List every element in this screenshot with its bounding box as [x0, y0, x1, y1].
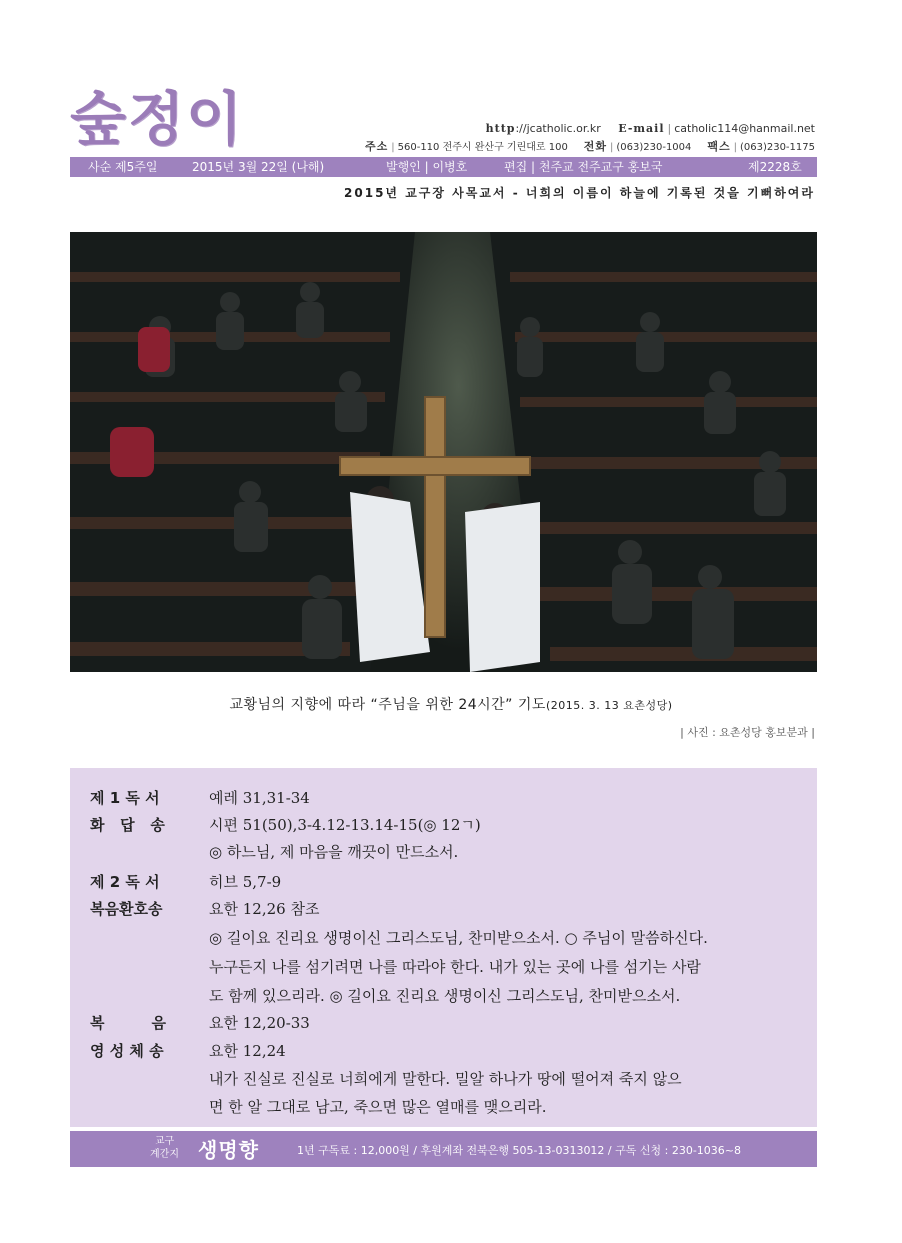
gospel-label: 복 음: [90, 1014, 166, 1032]
acclamation-text-3: 도 함께 있으리라. ◎ 길이요 진리요 생명이신 그리스도님, 찬미받으소서.: [209, 987, 681, 1005]
communion-ref: 요한 12,24: [209, 1042, 286, 1060]
photo-caption: [0, 694, 902, 714]
communion-label: 영 성 체 송: [90, 1042, 164, 1060]
first-reading-row: [70, 785, 817, 811]
psalm-response-row: [70, 839, 817, 865]
gospel-ref: 요한 12,20-33: [209, 1014, 310, 1032]
first-reading-ref: 예레 31,31-34: [209, 789, 310, 807]
liturgical-week: 사순 제5주일: [88, 160, 158, 174]
email-label: E-mail: [618, 122, 665, 135]
phone-label: 전화: [583, 140, 607, 153]
caption-date: (2015. 3. 13 요촌성당): [545, 699, 673, 712]
second-reading-label: 제 2 독 서: [90, 873, 160, 891]
cover-photo: [70, 232, 817, 672]
communion-text-2: 면 한 알 그대로 남고, 죽으면 많은 열매를 맺으리라.: [209, 1098, 547, 1116]
quarterly-label: [150, 1135, 179, 1161]
editor: 편집 | 천주교 전주교구 홍보국: [504, 160, 663, 174]
address-label: 주소: [364, 140, 389, 153]
acclamation-line-2: [70, 954, 817, 980]
acclamation-ref: 요한 12,26 참조: [209, 900, 320, 918]
address-text: 560-110 전주시 완산구 기린대로 100: [397, 142, 568, 153]
psalm-row: [70, 812, 817, 838]
communion-row: [70, 1038, 817, 1064]
email-link[interactable]: catholic114@hanmail.net: [674, 122, 815, 135]
psalm-label: 화 답 송: [90, 816, 165, 834]
communion-line-1: [70, 1066, 817, 1092]
website-label: http: [485, 122, 516, 135]
website-link[interactable]: ://jcatholic.or.kr: [515, 122, 601, 135]
communion-line-2: [70, 1094, 817, 1120]
cover-photo-illustration: [70, 232, 817, 672]
quarterly-label-line2: 계간지: [150, 1149, 179, 1160]
mass-readings-box: [70, 768, 817, 1127]
newsletter-logo: 숲정이: [70, 85, 245, 153]
quarterly-brand: 생명향: [198, 1138, 259, 1162]
caption-main: 교황님의 지향에 따라 “주님을 위한 24시간” 기도: [229, 697, 546, 713]
fax-text: (063)230-1175: [739, 142, 815, 153]
quarterly-label-line1: 교구: [154, 1136, 175, 1147]
web-contact: http://jcatholic.or.kr E-mail | catholic114@hanmail.net: [485, 122, 815, 135]
issue-info-bar: [70, 157, 817, 177]
communion-text-1: 내가 진실로 진실로 너희에게 말한다. 밀알 하나가 땅에 떨어져 죽지 않으: [209, 1070, 682, 1088]
fax-label: 팩스: [707, 140, 731, 153]
second-reading-ref: 히브 5,7-9: [209, 873, 282, 891]
acclamation-line-1: [70, 925, 817, 951]
issue-number: 제2228호: [748, 160, 802, 174]
phone-text: (063)230-1004: [616, 142, 692, 153]
second-reading-row: [70, 869, 817, 895]
acclamation-text-2: 누구든지 나를 섬기려면 나를 따라야 한다. 내가 있는 곳에 나를 섬기는 사람: [209, 958, 701, 976]
footer-bar: [70, 1131, 817, 1167]
acclamation-row: [70, 896, 817, 922]
acclamation-line-3: [70, 983, 817, 1009]
publisher: 발행인 | 이병호: [386, 160, 468, 174]
first-reading-label: 제 1 독 서: [90, 789, 160, 807]
psalm-response: ◎ 하느님, 제 마음을 깨끗이 만드소서.: [209, 843, 459, 861]
acclamation-label: 복음환호송: [90, 900, 163, 918]
psalm-ref: 시편 51(50),3-4.12-13.14-15(◎ 12ㄱ): [209, 816, 481, 834]
subscription-info: 1년 구독료 : 12,000원 / 후원계좌 전북은행 505-13-0313012 / 구독 신청 : 230-1036~8: [297, 1144, 742, 1157]
postal-contact: 주소 | 560-110 전주시 완산구 기린대로 100 전화 | (063)230-1004 팩스 | (063)230-1175: [364, 140, 815, 153]
pastoral-motto: 2015년 교구장 사목교서 - 너희의 이름이 하늘에 기록된 것을 기뻐하여라: [344, 186, 815, 200]
issue-date: 2015년 3월 22일 (나해): [192, 160, 325, 174]
acclamation-text-1: ◎ 길이요 진리요 생명이신 그리스도님, 찬미받으소서. ○ 주님이 말씀하신다.: [209, 929, 708, 947]
gospel-row: [70, 1010, 817, 1036]
photo-credit: | 사진 : 요촌성당 홍보분과 |: [680, 726, 815, 739]
